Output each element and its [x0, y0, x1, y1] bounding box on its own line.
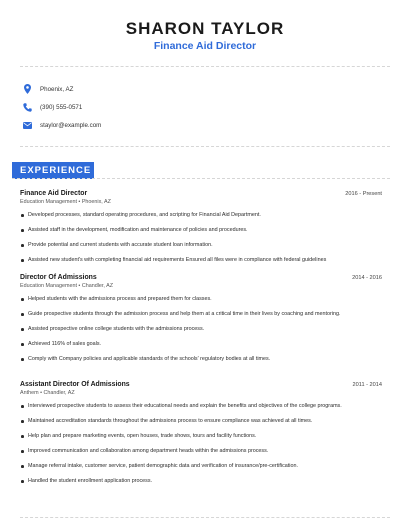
job-dates: 2016 - Present — [345, 191, 382, 197]
job-company: Education Management • Phoenix, AZ — [20, 199, 111, 205]
job-bullets — [20, 402, 382, 485]
location-pin-icon — [22, 84, 32, 94]
location-text: Phoenix, AZ — [40, 85, 74, 93]
candidate-role: Finance Aid Director — [153, 40, 257, 52]
envelope-icon — [22, 120, 32, 130]
job-title: Finance Aid Director — [20, 190, 88, 197]
bullet-item: Achieved 116% of sales goals. — [20, 340, 382, 348]
bullet-item: Guide prospective students through the admission process and help them at a critical time in their lives by coaching and mentoring. — [20, 310, 382, 318]
job-bullets — [20, 211, 382, 264]
contact-phone — [22, 101, 82, 113]
bullet-item: Developed processes, standard operating procedures, and scripting for Financial Aid Department. — [20, 211, 382, 219]
job-dates: 2011 - 2014 — [352, 382, 382, 388]
experience-rule — [12, 178, 390, 179]
bullet-item: Handled the student enrollment application process. — [20, 477, 382, 485]
experience-heading: EXPERIENCE — [12, 162, 94, 179]
bullet-item: Manage referral intake, customer service, patient demographic data and verification of insurance/pre-certification. — [20, 462, 382, 470]
contact-location — [22, 83, 73, 95]
bullet-item: Maintained accreditation standards throughout the admissions process to ensure compliance was achieved at all times. — [20, 417, 382, 425]
job-company: Anthem • Chandler, AZ — [20, 390, 75, 396]
job-title: Director Of Admissions — [20, 274, 97, 281]
footer-divider — [20, 517, 390, 518]
bullet-item: Helped students with the admissions process and prepared them for classes. — [20, 295, 382, 303]
job-bullets — [20, 295, 382, 363]
phone-text: (390) 555-0571 — [40, 103, 83, 111]
job-title: Assistant Director Of Admissions — [20, 381, 130, 388]
email-text: staylor@example.com — [40, 121, 102, 129]
job-entry — [20, 274, 382, 363]
bullet-item: Interviewed prospective students to assess their educational needs and explain the benefits and objectives of the college programs. — [20, 402, 382, 410]
job-entry — [20, 190, 382, 264]
bullet-item: Assisted new student's with completing financial aid requirements Ensured all files were in compliance with federal guidelines — [20, 256, 382, 264]
job-company: Education Management • Chandler, AZ — [20, 283, 113, 289]
bullet-item: Improved communication and collaboration among department heads within the admissions process. — [20, 447, 382, 455]
candidate-name: SHARON TAYLOR — [125, 19, 285, 38]
phone-icon — [22, 102, 32, 112]
bullet-item: Provide potential and current students with accurate student loan information. — [20, 241, 382, 249]
bullet-item: Help plan and prepare marketing events, open houses, trade shows, tours and facility functions. — [20, 432, 382, 440]
job-entry — [20, 381, 382, 485]
bullet-item: Comply with Company policies and applicable standards of the schools' regulatory bodies at all times. — [20, 355, 382, 363]
contact-divider — [20, 146, 390, 147]
bullet-item: Assisted prospective online college students with the admissions process. — [20, 325, 382, 333]
contact-email — [22, 119, 101, 131]
bullet-item: Assisted staff in the development, modification and maintenance of policies and procedures. — [20, 226, 382, 234]
job-dates: 2014 - 2016 — [352, 275, 382, 281]
header-divider — [20, 66, 390, 67]
